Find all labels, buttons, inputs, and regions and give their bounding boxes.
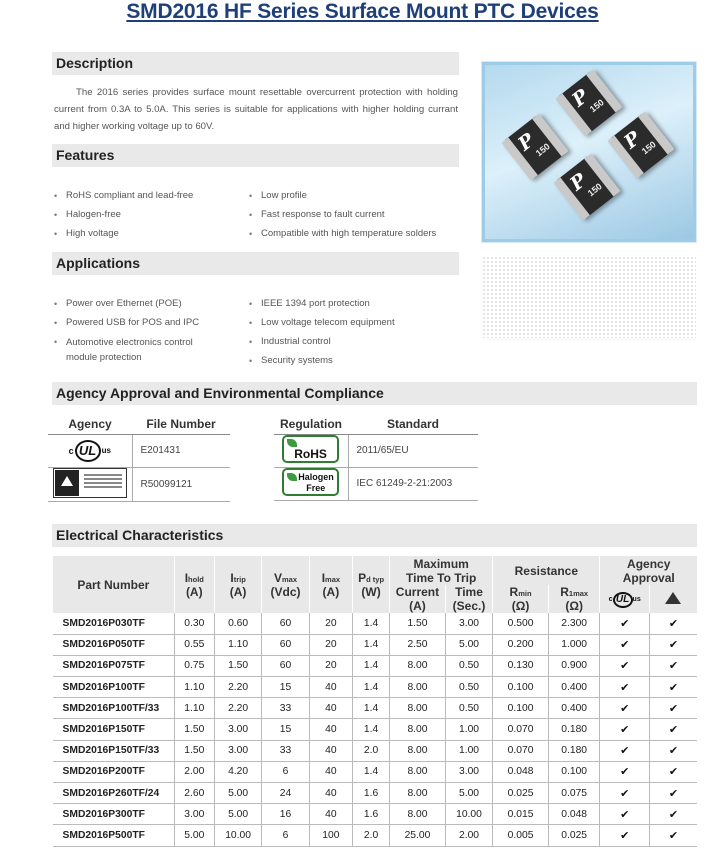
part-number-cell: SMD2016P500TF [53,825,175,846]
list-item: • RoHS compliant and lead-free [54,190,244,202]
check-icon: ✔ [600,804,649,825]
table-row [53,634,698,655]
dot-pattern [482,256,696,338]
table-cell: 40 [309,761,352,782]
table-cell: 16 [262,804,309,825]
applications-list-left [54,298,204,365]
table-cell: 10.00 [445,804,492,825]
table-cell: 0.180 [548,740,600,761]
table-cell: 60 [262,613,309,634]
table-cell: 0.30 [174,613,214,634]
table-cell: 1.6 [353,804,390,825]
table-cell: 5.00 [214,804,261,825]
table-cell: 1.4 [353,655,390,676]
table-cell: 1.4 [353,698,390,719]
table-cell: 2.50 [390,634,446,655]
table-cell: 3.00 [174,804,214,825]
tuv-logo [48,467,132,501]
table-cell: 40 [309,719,352,740]
table-cell: 1.50 [390,613,446,634]
table-cell: 0.048 [493,761,549,782]
rohs-standard: 2011/65/EU [348,434,478,467]
list-item: • Power over Ethernet (POE) [54,298,204,310]
table-cell: 0.015 [493,804,549,825]
list-item: • Industrial control [249,336,459,348]
page-title: SMD2016 HF Series Surface Mount PTC Devices [126,0,599,23]
check-icon: ✔ [600,740,649,761]
col-rmin: Rmin (Ω) [493,585,549,613]
col-pd: Pd typ (W) [353,556,390,613]
table-cell: 3.00 [214,719,261,740]
table-cell: 1.00 [445,719,492,740]
col-vmax: Vmax (Vdc) [262,556,309,613]
table-cell: 20 [309,613,352,634]
table-cell: 5.00 [214,783,261,804]
col-ihold: Ihold (A) [174,556,214,613]
table-cell: 3.00 [445,613,492,634]
table-cell: 1.6 [353,783,390,804]
check-icon: ✔ [649,634,697,655]
table-row [53,783,698,804]
part-number-cell: SMD2016P150TF [53,719,175,740]
part-number-cell: SMD2016P150TF/33 [53,740,175,761]
check-icon: ✔ [649,677,697,698]
table-cell: 1.4 [353,719,390,740]
check-icon: ✔ [600,634,649,655]
regulation-table [274,414,478,501]
table-cell: 40 [309,804,352,825]
chip-image: P 150 [553,153,620,220]
table-cell: 8.00 [390,677,446,698]
check-icon: ✔ [600,719,649,740]
check-icon: ✔ [649,761,697,782]
table-cell: 0.75 [174,655,214,676]
table-cell: 5.00 [445,634,492,655]
table-cell: 1.4 [353,613,390,634]
table-cell: 0.100 [493,698,549,719]
table-cell: 3.00 [445,761,492,782]
table-cell: 3.00 [214,740,261,761]
table-cell: 2.0 [353,740,390,761]
check-icon: ✔ [649,740,697,761]
col-agency-approval: Agency Approval [600,556,697,585]
chip-image: P 150 [607,111,674,178]
table-cell: 0.500 [493,613,549,634]
table-cell: 2.300 [548,613,600,634]
table-cell: 100 [309,825,352,846]
tuv-logo-header [649,585,697,613]
part-number-cell: SMD2016P300TF [53,804,175,825]
table-cell: 15 [262,677,309,698]
check-icon: ✔ [600,677,649,698]
check-icon: ✔ [600,613,649,634]
table-cell: 0.070 [493,740,549,761]
electrical-table [52,556,697,847]
part-number-cell: SMD2016P260TF/24 [53,783,175,804]
table-row [53,677,698,698]
list-item: • Automotive electronics control module protection [54,335,204,365]
col-imax: Imax (A) [309,556,352,613]
part-number-cell: SMD2016P100TF [53,677,175,698]
table-cell: 2.20 [214,698,261,719]
halogen-standard: IEC 61249-2-21:2003 [348,467,478,500]
table-cell: 4.20 [214,761,261,782]
halogen-free-logo: Halogen Free [274,467,348,500]
list-item: • Fast response to fault current [249,209,459,221]
table-cell: 10.00 [214,825,261,846]
table-cell: 2.00 [445,825,492,846]
col-itrip: Itrip (A) [214,556,261,613]
col-resistance: Resistance [493,556,600,585]
table-cell: 33 [262,740,309,761]
rohs-logo: RoHS [274,434,348,467]
list-item: • Low profile [249,190,459,202]
table-cell: 0.005 [493,825,549,846]
part-number-cell: SMD2016P100TF/33 [53,698,175,719]
table-cell: 1.10 [174,677,214,698]
part-number-cell: SMD2016P050TF [53,634,175,655]
table-cell: 15 [262,719,309,740]
table-cell: 1.50 [214,655,261,676]
table-cell: 0.400 [548,698,600,719]
table-cell: 0.900 [548,655,600,676]
table-cell: 5.00 [174,825,214,846]
features-heading: Features [52,144,459,167]
col-max-time-to-trip: Maximum Time To Trip [390,556,493,585]
table-cell: 33 [262,698,309,719]
col-r1max: R1max (Ω) [548,585,600,613]
table-cell: 0.130 [493,655,549,676]
table-cell: 6 [262,761,309,782]
table-cell: 6 [262,825,309,846]
table-cell: 1.00 [445,740,492,761]
table-cell: 2.0 [353,825,390,846]
table-cell: 2.60 [174,783,214,804]
agency-table [48,414,230,502]
table-cell: 0.180 [548,719,600,740]
table-row [53,761,698,782]
check-icon: ✔ [649,783,697,804]
table-cell: 2.00 [174,761,214,782]
col-part-number: Part Number [53,556,175,613]
table-cell: 0.50 [445,677,492,698]
table-cell: 0.048 [548,804,600,825]
table-cell: 8.00 [390,783,446,804]
table-cell: 1.000 [548,634,600,655]
table-cell: 0.100 [548,761,600,782]
check-icon: ✔ [649,698,697,719]
part-number-cell: SMD2016P200TF [53,761,175,782]
col-time: Time (Sec.) [445,585,492,613]
check-icon: ✔ [649,655,697,676]
table-cell: 8.00 [390,740,446,761]
features-list-right [249,190,459,240]
agency-heading: Agency Approval and Environmental Compliance [52,382,697,405]
table-row [53,740,698,761]
table-cell: 5.00 [445,783,492,804]
part-number-cell: SMD2016P030TF [53,613,175,634]
check-icon: ✔ [600,655,649,676]
table-cell: 40 [309,740,352,761]
table-cell: 8.00 [390,761,446,782]
table-cell: 0.60 [214,613,261,634]
table-row [53,825,698,846]
ul-file-number: E201431 [132,434,230,467]
table-cell: 1.4 [353,677,390,698]
table-cell: 0.075 [548,783,600,804]
check-icon: ✔ [649,719,697,740]
check-icon: ✔ [600,825,649,846]
description-text: The 2016 series provides surface mount resettable overcurrent protection with holding current from 0.3A to 5.0A. This series is suitable for applications with higher holding currant and higher working voltage up to 60V. [54,87,458,132]
list-item: • Low voltage telecom equipment [249,317,459,329]
table-cell: 2.20 [214,677,261,698]
table-cell: 8.00 [390,804,446,825]
table-cell: 1.4 [353,761,390,782]
table-cell: 40 [309,783,352,804]
table-cell: 60 [262,634,309,655]
table-cell: 0.55 [174,634,214,655]
table-cell: 0.50 [445,698,492,719]
col-standard: Standard [348,414,478,434]
table-row [53,655,698,676]
table-cell: 1.4 [353,634,390,655]
table-cell: 1.10 [174,698,214,719]
col-regulation: Regulation [274,414,348,434]
features-list-left [54,190,244,240]
table-cell: 25.00 [390,825,446,846]
col-agency: Agency [48,414,132,434]
table-cell: 40 [309,698,352,719]
table-cell: 20 [309,634,352,655]
table-cell: 8.00 [390,655,446,676]
table-cell: 0.025 [493,783,549,804]
chip-image: P 150 [501,113,568,180]
list-item: • IEEE 1394 port protection [249,298,459,310]
table-cell: 0.100 [493,677,549,698]
electrical-heading: Electrical Characteristics [52,524,697,547]
table-cell: 20 [309,655,352,676]
check-icon: ✔ [649,825,697,846]
table-cell: 0.070 [493,719,549,740]
ul-logo: c UL us [48,434,132,467]
table-cell: 0.50 [445,655,492,676]
table-cell: 8.00 [390,719,446,740]
tuv-file-number: R50099121 [132,467,230,501]
applications-heading: Applications [52,252,459,275]
table-cell: 1.50 [174,740,214,761]
table-row [53,719,698,740]
part-number-cell: SMD2016P075TF [53,655,175,676]
list-item: • Compatible with high temperature solders [249,228,459,240]
table-cell: 24 [262,783,309,804]
table-cell: 40 [309,677,352,698]
table-cell: 0.200 [493,634,549,655]
check-icon: ✔ [649,613,697,634]
check-icon: ✔ [600,783,649,804]
list-item: • Halogen-free [54,209,244,221]
table-cell: 1.10 [214,634,261,655]
check-icon: ✔ [649,804,697,825]
chip-image: P 150 [555,69,622,136]
table-cell: 8.00 [390,698,446,719]
table-row [53,804,698,825]
table-row [53,613,698,634]
table-cell: 1.50 [174,719,214,740]
check-icon: ✔ [600,761,649,782]
table-row [53,698,698,719]
check-icon: ✔ [600,698,649,719]
col-file-number: File Number [132,414,230,434]
applications-list-right [249,298,459,367]
table-cell: 0.025 [548,825,600,846]
product-photo [482,62,696,242]
col-current: Current (A) [390,585,446,613]
list-item: • High voltage [54,228,244,240]
table-cell: 60 [262,655,309,676]
description-heading: Description [52,52,459,75]
list-item: • Security systems [249,355,459,367]
ul-logo-header: c UL us [600,585,649,613]
table-cell: 0.400 [548,677,600,698]
list-item: • Powered USB for POS and IPC [54,317,204,329]
